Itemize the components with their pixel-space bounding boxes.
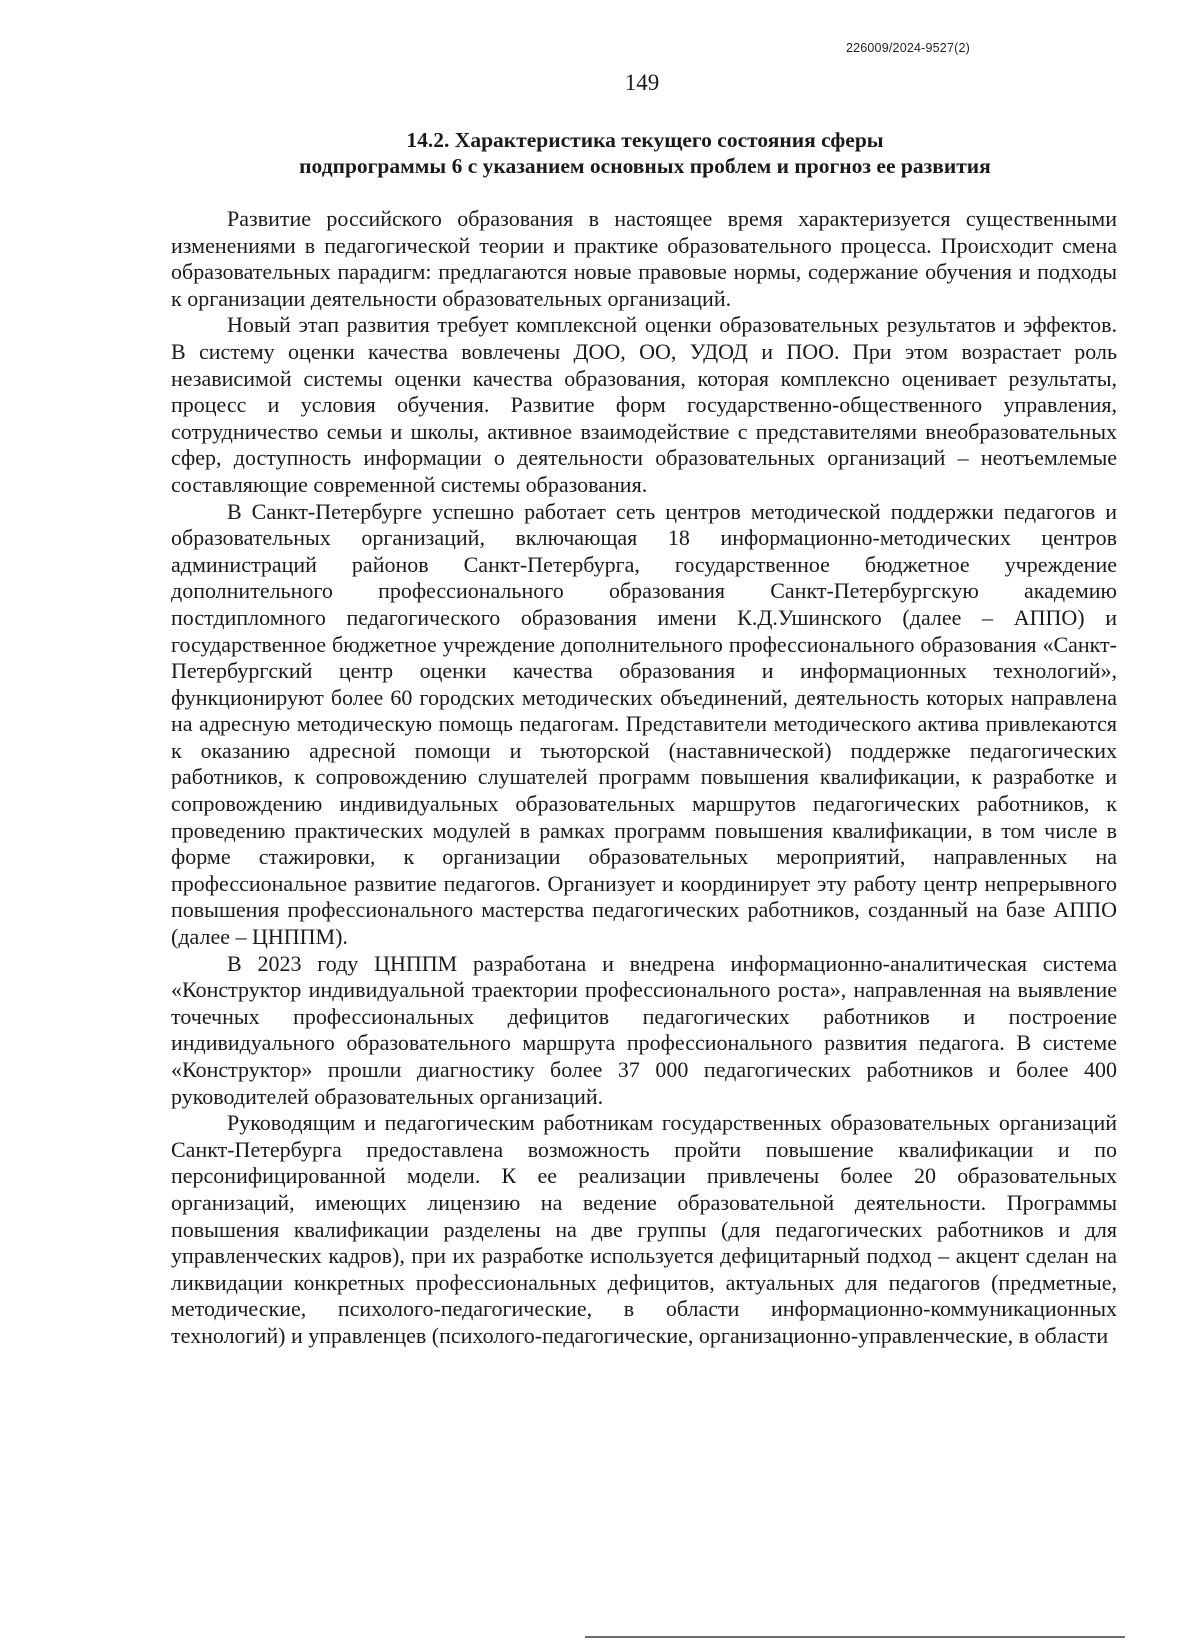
paragraph: В 2023 году ЦНППМ разработана и внедрена информационно-аналитическая система «Конструктор индивидуальной траектории профессионального роста», направленная на выявление точечных профессиональных дефицитов педагогических работников и построение индивидуального образовательного маршрута профессионального развития педагога. В системе «Конструктор» прошли диагностику более 37 000 педагогических работников и более 400 руководителей образовательных организаций. xyxy=(171,950,1117,1109)
section-title-line-2: подпрограммы 6 с указанием основных проблем и прогноз ее развития xyxy=(299,154,991,178)
scan-bottom-rule xyxy=(585,1636,1125,1638)
document-registration-number: 226009/2024-9527(2) xyxy=(845,41,970,55)
paragraph: Руководящим и педагогическим работникам государственных образовательных организаций Санкт-Петербурга предоставлена возможность пройти повышение квалификации и по персонифицированной модели. К ее реализации привлечены более 20 образовательных организаций, имеющих лицензию на ведение образовательной деятельности. Программы повышения квалификации разделены на две группы (для педагогических работников и для управленческих кадров), при их разработке используется дефицитарный подход – акцент сделан на ликвидации конкретных профессиональных дефицитов, актуальных для педагогов (предметные, методические, психолого-педагогические, в области информационно-коммуникационных технологий) и управленцев (психолого-педагогические, организационно-управленческие, в области xyxy=(171,1110,1117,1348)
section-title xyxy=(172,127,1118,179)
paragraph: Развитие российского образования в настоящее время характеризуется существенными изменениями в педагогической теории и практике образовательного процесса. Происходит смена образовательных парадигм: предлагаются новые правовые нормы, содержание обучения и подходы к организации деятельности образовательных организаций. xyxy=(171,206,1117,311)
page-number: 149 xyxy=(624,70,660,95)
paragraph: В Санкт-Петербурге успешно работает сеть центров методической поддержки педагогов и образовательных организаций, включающая 18 информационно-методических центров администраций районов Санкт-Петербурга, государственное бюджетное учреждение дополнительного профессионального образования Санкт-Петербургскую академию постдипломного педагогического образования имени К.Д.Ушинского (далее – АППО) и государственное бюджетное учреждение дополнительного профессионального образования «Санкт-Петербургский центр оценки качества образования и информационных технологий», функционируют более 60 городских методических объединений, деятельность которых направлена на адресную методическую помощь педагогам. Представители методического актива привлекаются к оказанию адресной помощи и тьюторской (наставнической) поддержке педагогических работников, к сопровождению слушателей программ повышения квалификации, к разработке и сопровождению индивидуальных образовательных маршрутов педагогических работников, к проведению практических модулей в рамках программ повышения квалификации, в том числе в форме стажировки, к организации образовательных мероприятий, направленных на профессиональное развитие педагогов. Организует и координирует эту работу центр непрерывного повышения профессионального мастерства педагогических работников, созданный на базе АППО (далее – ЦНППМ). xyxy=(171,498,1117,950)
section-title-line-1: 14.2. Характеристика текущего состояния сферы xyxy=(406,128,884,152)
paragraph: Новый этап развития требует комплексной оценки образовательных результатов и эффектов. В систему оценки качества вовлечены ДОО, ОО, УДОД и ПОО. При этом возрастает роль независимой системы оценки качества образования, которая комплексно оценивает результаты, процесс и условия обучения. Развитие форм государственно-общественного управления, сотрудничество семьи и школы, активное взаимодействие с представителями внеобразовательных сфер, доступность информации о деятельности образовательных организаций – неотъемлемые составляющие современной системы образования. xyxy=(171,312,1117,497)
document-body xyxy=(171,206,1117,1350)
